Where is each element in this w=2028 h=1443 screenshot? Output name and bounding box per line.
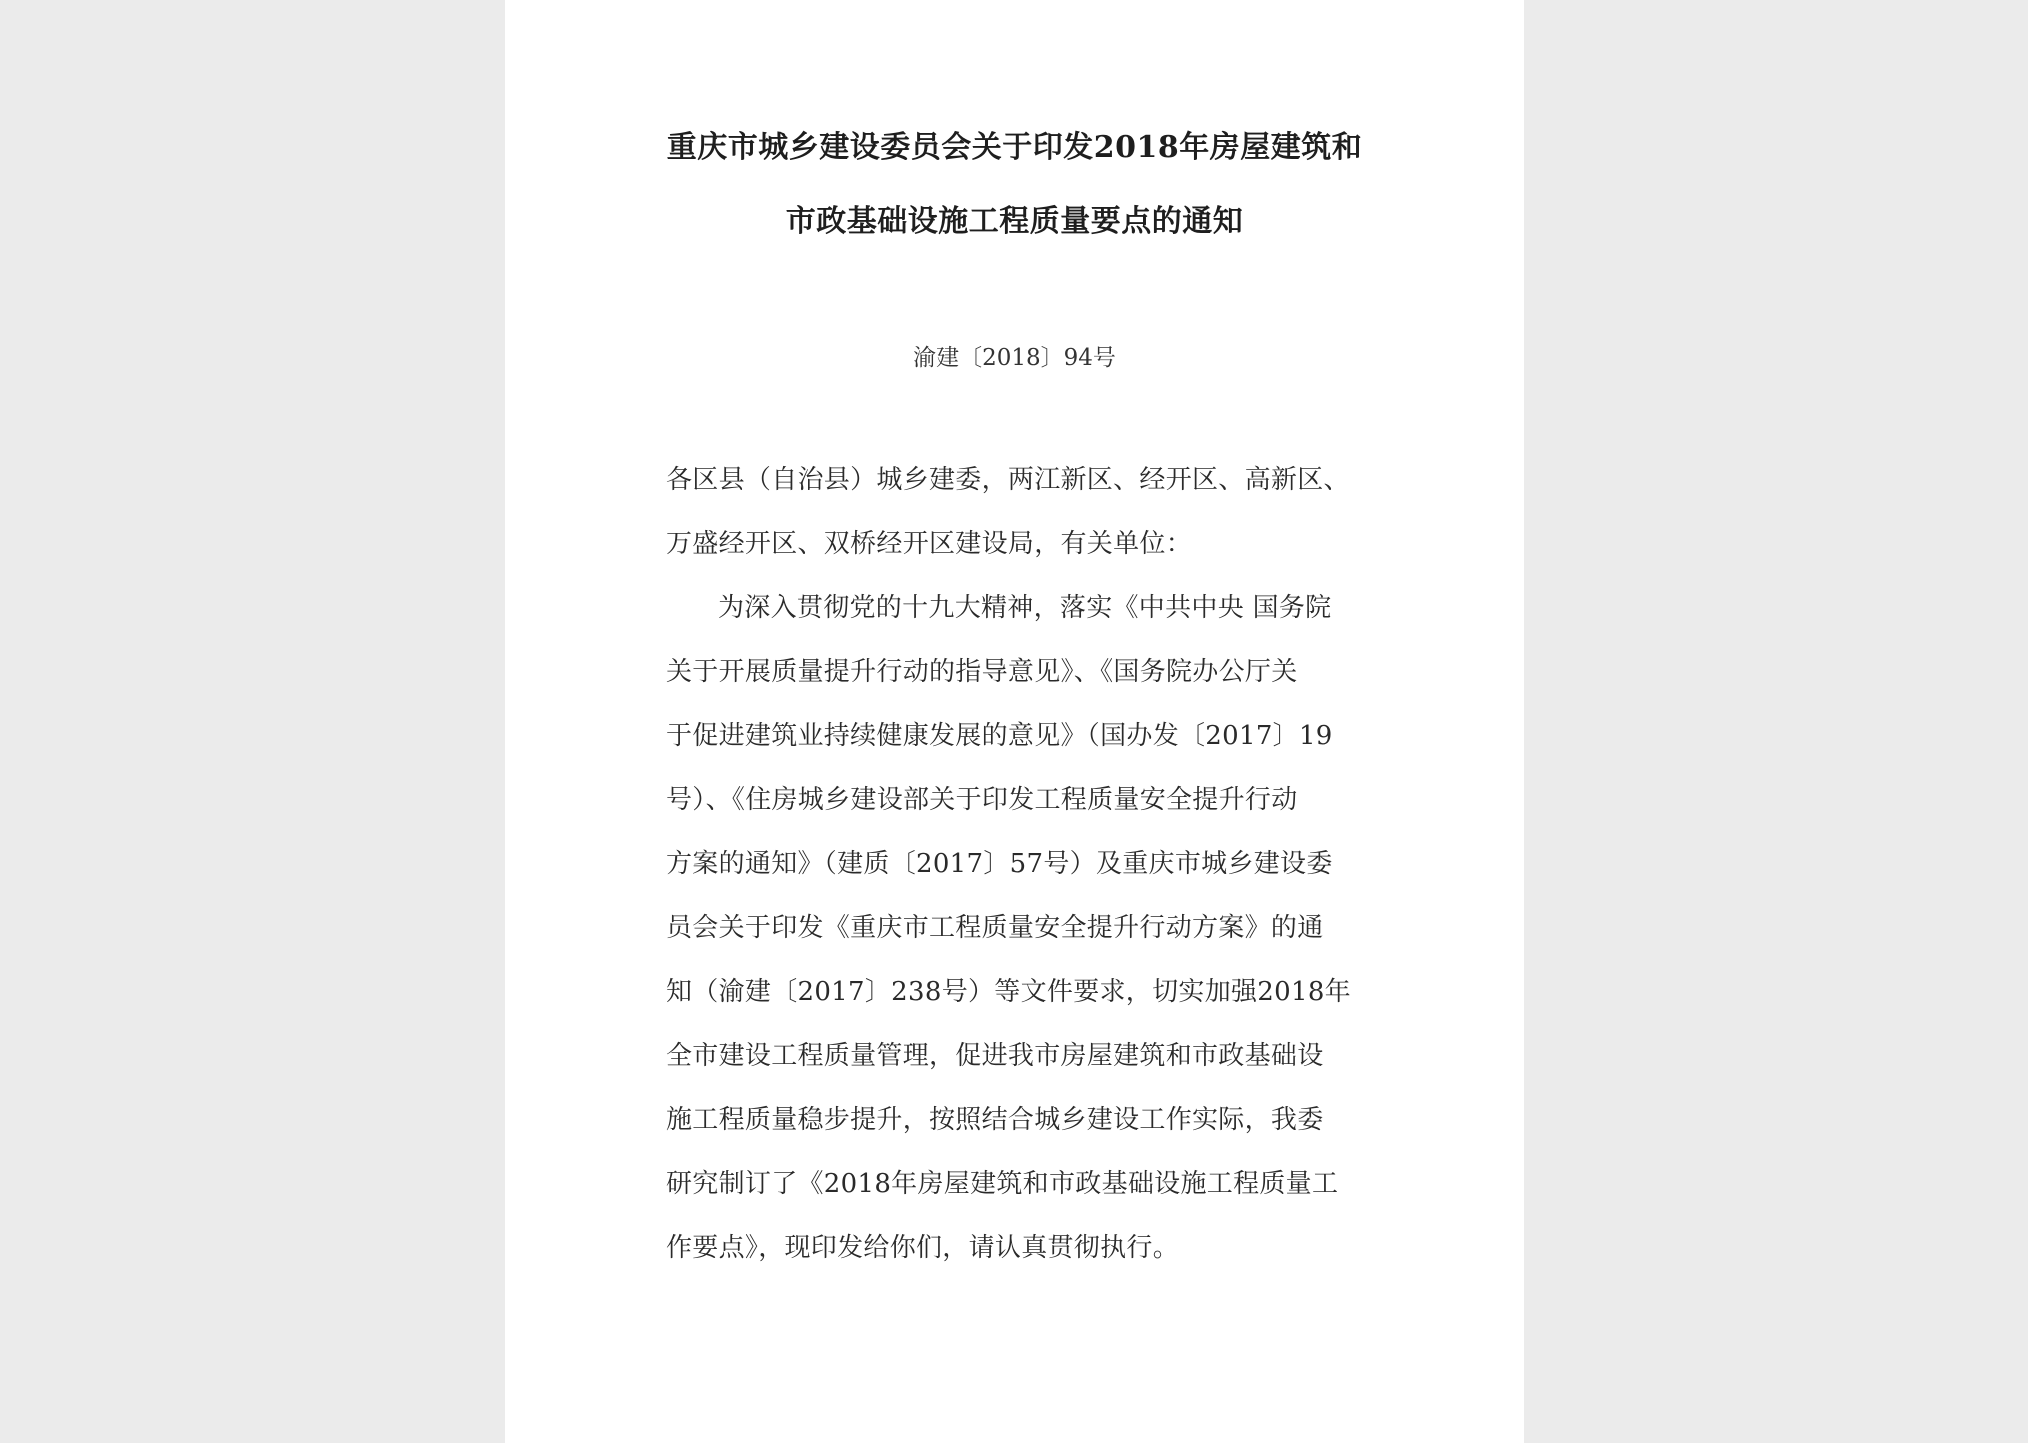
- body-line-9: 施工程质量稳步提升，按照结合城乡建设工作实际，我委: [666, 1105, 1324, 1135]
- body-line-11: 作要点》，现印发给你们，请认真贯彻执行。: [666, 1233, 1180, 1263]
- body-line-10: 研究制订了《2018年房屋建筑和市政基础设施工程质量工: [666, 1169, 1339, 1199]
- body-line-1: 为深入贯彻党的十九大精神，落实《中共中央 国务院: [718, 593, 1332, 623]
- document-title-line-2: 市政基础设施工程质量要点的通知: [785, 204, 1244, 239]
- body-line-3: 于促进建筑业持续健康发展的意见》（国办发〔2017〕19: [666, 721, 1333, 751]
- body-line-5: 方案的通知》（建质〔2017〕57号）及重庆市城乡建设委: [666, 849, 1333, 879]
- document-title-line-1: 重庆市城乡建设委员会关于印发2018年房屋建筑和: [666, 130, 1363, 165]
- body-line-6: 员会关于印发《重庆市工程质量安全提升行动方案》的通: [666, 913, 1324, 943]
- body-line-2: 关于开展质量提升行动的指导意见》、《国务院办公厅关: [666, 657, 1298, 687]
- salutation-line-2: 万盛经开区、双桥经开区建设局，有关单位：: [666, 529, 1193, 559]
- body-line-7: 知（渝建〔2017〕238号）等文件要求，切实加强2018年: [666, 977, 1351, 1007]
- document-number: 渝建〔2018〕94号: [913, 345, 1116, 371]
- salutation-line-1: 各区县（自治县）城乡建委，两江新区、经开区、高新区、: [666, 465, 1350, 495]
- document-page: [505, 0, 1524, 1443]
- body-line-8: 全市建设工程质量管理，促进我市房屋建筑和市政基础设: [666, 1041, 1324, 1071]
- body-line-4: 号）、《住房城乡建设部关于印发工程质量安全提升行动: [666, 785, 1298, 815]
